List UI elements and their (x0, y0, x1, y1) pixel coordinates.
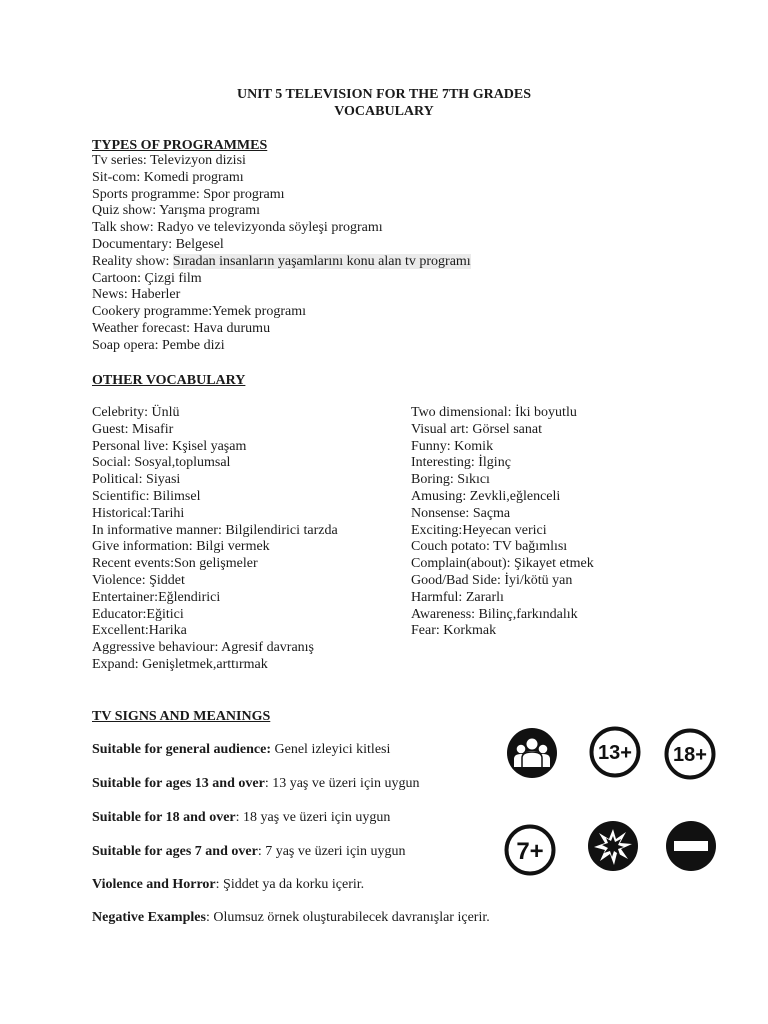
vocab-item: Complain(about): Şikayet etmek (411, 556, 594, 572)
vocab-item: Two dimensional: İki boyutlu (411, 405, 577, 420)
vocab-item: Excellent:Harika (92, 623, 187, 639)
general-audience-icon (506, 727, 558, 779)
sign-general-audience: Suitable for general audience: Genel izleyici kitlesi (92, 742, 391, 757)
vocab-item: In informative manner: Bilgilendirici tarzda (92, 522, 338, 538)
vocab-item: Harmful: Zararlı (411, 589, 504, 605)
other-heading: OTHER VOCABULARY (92, 373, 246, 388)
vocab-item: Expand: Genişletmek,arttırmak (92, 656, 268, 672)
vocab-item: Educator:Eğitici (92, 606, 184, 622)
types-item: Quiz show: Yarışma programı (92, 203, 260, 219)
other-list-right (411, 405, 594, 640)
types-item: Documentary: Belgesel (92, 236, 224, 252)
vocab-item: Fear: Korkmak (411, 623, 497, 639)
vocab-item: Nonsense: Saçma (411, 505, 511, 521)
other-list-left (92, 405, 338, 674)
age-7-icon (504, 824, 556, 876)
sign-violence-horror: Violence and Horror: Şiddet ya da korku içerir. (92, 877, 365, 892)
signs-heading: TV SIGNS AND MEANINGS (92, 709, 271, 724)
age-13-icon (589, 726, 641, 778)
vocab-item: Celebrity: Ünlü (92, 405, 180, 420)
vocab-item: Boring: Sıkıcı (411, 472, 490, 488)
types-item: Reality show: Sıradan insanların yaşamlarını konu alan tv programı (92, 253, 471, 269)
vocab-item: Funny: Komik (411, 438, 494, 454)
vocab-item: Entertainer:Eğlendirici (92, 589, 221, 605)
document-title: UNIT 5 TELEVISION FOR THE 7TH GRADES (236, 87, 532, 102)
svg-text:7+: 7+ (516, 838, 544, 865)
vocab-item: Personal live: Kşisel yaşam (92, 438, 247, 454)
sign-ages-13: Suitable for ages 13 and over: 13 yaş ve üzeri için uygun (92, 776, 420, 791)
types-item: Sports programme: Spor programı (92, 186, 285, 202)
negative-examples-icon (665, 820, 717, 872)
sign-ages-7: Suitable for ages 7 and over: 7 yaş ve üzeri için uygun (92, 844, 406, 859)
vocab-item: Couch potato: TV bağımlısı (411, 539, 568, 555)
types-item: Talk show: Radyo ve televizyonda söyleşi programı (92, 220, 383, 236)
vocab-item: Guest: Misafir (92, 421, 174, 437)
vocab-item: Aggressive behaviour: Agresif davranış (92, 640, 314, 656)
types-item: Cartoon: Çizgi film (92, 270, 202, 286)
vocab-item: Scientific: Bilimsel (92, 488, 201, 504)
document-subtitle: VOCABULARY (334, 104, 434, 119)
vocab-item: Awareness: Bilinç,farkındalık (411, 606, 578, 622)
vocab-item: Visual art: Görsel sanat (411, 421, 542, 437)
highlighted-text: Sıradan insanların yaşamlarını konu alan tv programı (172, 253, 471, 269)
vocab-item: Violence: Şiddet (92, 572, 185, 588)
types-item: Cookery programme:Yemek programı (92, 304, 306, 320)
vocab-item: Amusing: Zevkli,eğlenceli (411, 488, 561, 504)
types-item: News: Haberler (92, 287, 181, 303)
vocab-item: Recent events:Son gelişmeler (92, 556, 258, 572)
vocab-item: Exciting:Heyecan verici (411, 522, 547, 538)
svg-text:13+: 13+ (598, 742, 632, 764)
types-item: Soap opera: Pembe dizi (92, 337, 225, 353)
vocab-item: Good/Bad Side: İyi/kötü yan (411, 572, 573, 588)
vocab-item: Political: Siyasi (92, 472, 181, 488)
types-item: Weather forecast: Hava durumu (92, 320, 271, 336)
sign-ages-18: Suitable for 18 and over: 18 yaş ve üzeri için uygun (92, 810, 391, 825)
sign-negative-examples: Negative Examples: Olumsuz örnek oluşturabilecek davranışlar içerir. (92, 910, 490, 925)
vocab-item: Give information: Bilgi vermek (92, 539, 270, 555)
types-list (92, 153, 471, 355)
vocab-item: Interesting: İlginç (411, 455, 511, 471)
vocab-item: Social: Sosyal,toplumsal (92, 455, 231, 471)
vocab-item: Historical:Tarihi (92, 505, 185, 521)
types-heading: TYPES OF PROGRAMMES (92, 138, 268, 153)
violence-horror-icon (587, 820, 639, 872)
age-18-icon (664, 728, 716, 780)
svg-text:18+: 18+ (673, 744, 707, 766)
types-item: Tv series: Televizyon dizisi (92, 153, 246, 168)
types-item: Sit-com: Komedi programı (92, 169, 244, 185)
